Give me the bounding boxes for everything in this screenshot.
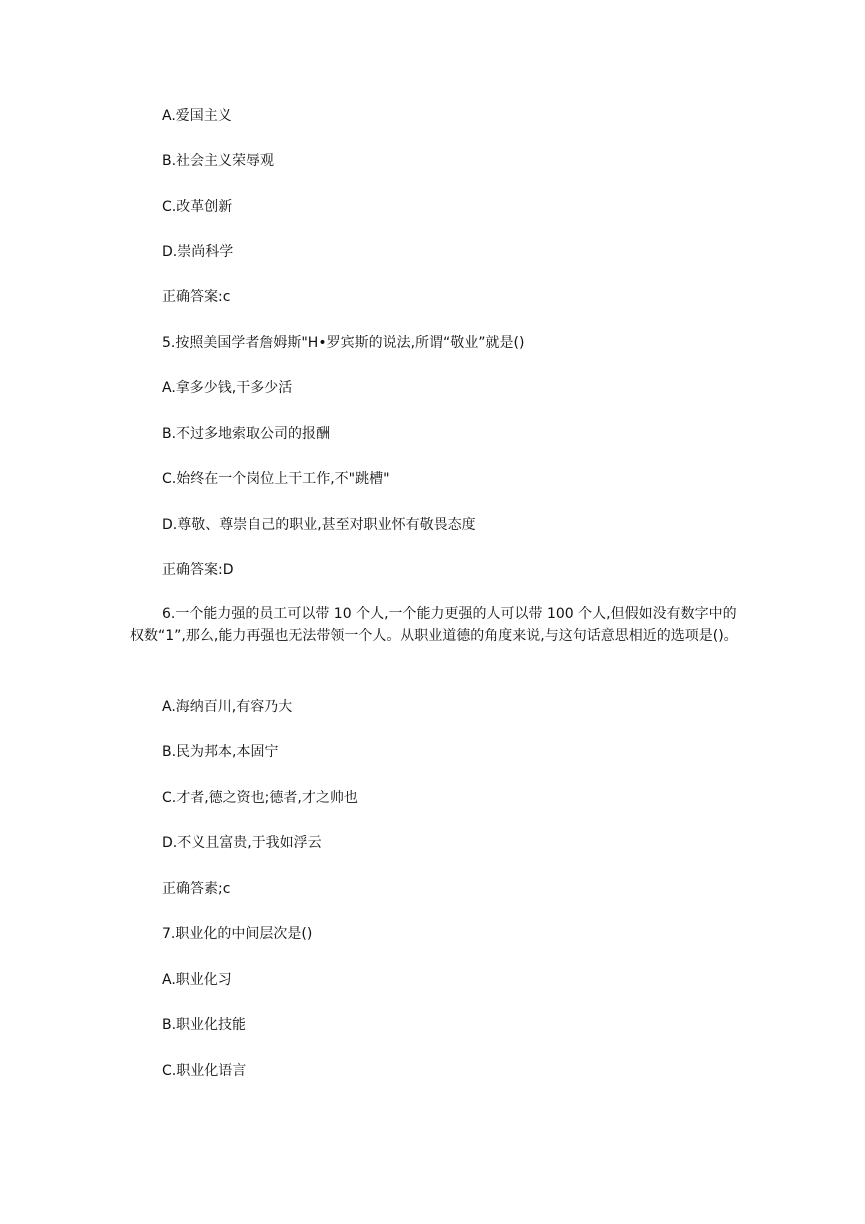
option-b-q4: B.社会主义荣辱观 — [162, 153, 275, 169]
option-d-q4: D.崇尚科学 — [162, 244, 234, 260]
option-b-q5: B.不过多地索取公司的报酬 — [162, 426, 331, 442]
option-a-q6: A.海纳百川,有容乃大 — [162, 699, 293, 715]
option-a-q4: A.爱国主义 — [162, 108, 232, 124]
option-c-q6: C.才者,德之资也;德者,才之帅也 — [162, 790, 358, 806]
option-a-q7: A.职业化习 — [162, 972, 232, 988]
answer-q4: 正确答案:c — [162, 289, 231, 305]
option-d-q5: D.尊敬、尊崇自己的职业,甚至对职业怀有敬畏态度 — [162, 517, 476, 533]
option-c-q4: C.改革创新 — [162, 199, 233, 215]
option-b-q6: B.民为邦本,本固宁 — [162, 744, 279, 760]
option-c-q5: C.始终在一个岗位上干工作,不"跳槽" — [162, 471, 390, 487]
option-a-q5: A.拿多少钱,干多少活 — [162, 380, 293, 396]
answer-q5: 正确答案:D — [162, 562, 234, 578]
answer-q6: 正确答素;c — [162, 881, 231, 897]
option-b-q7: B.职业化技能 — [162, 1017, 247, 1033]
option-c-q7: C.职业化语言 — [162, 1063, 247, 1079]
question-7: 7.职业化的中间层次是() — [162, 926, 313, 942]
question-5: 5.按照美国学者詹姆斯"H•罗宾斯的说法,所谓“敬业”就是() — [162, 335, 525, 351]
option-d-q6: D.不义且富贵,于我如浮云 — [162, 835, 322, 851]
question-6: 6.一个能力强的员工可以带 10 个人,一个能力更强的人可以带 100 个人,但假如没有数字中的权数“1”,那么,能力再强也无法带领一个人。从职业道德的角度来说,与这句话意思相近的选项是()。 — [130, 606, 738, 644]
